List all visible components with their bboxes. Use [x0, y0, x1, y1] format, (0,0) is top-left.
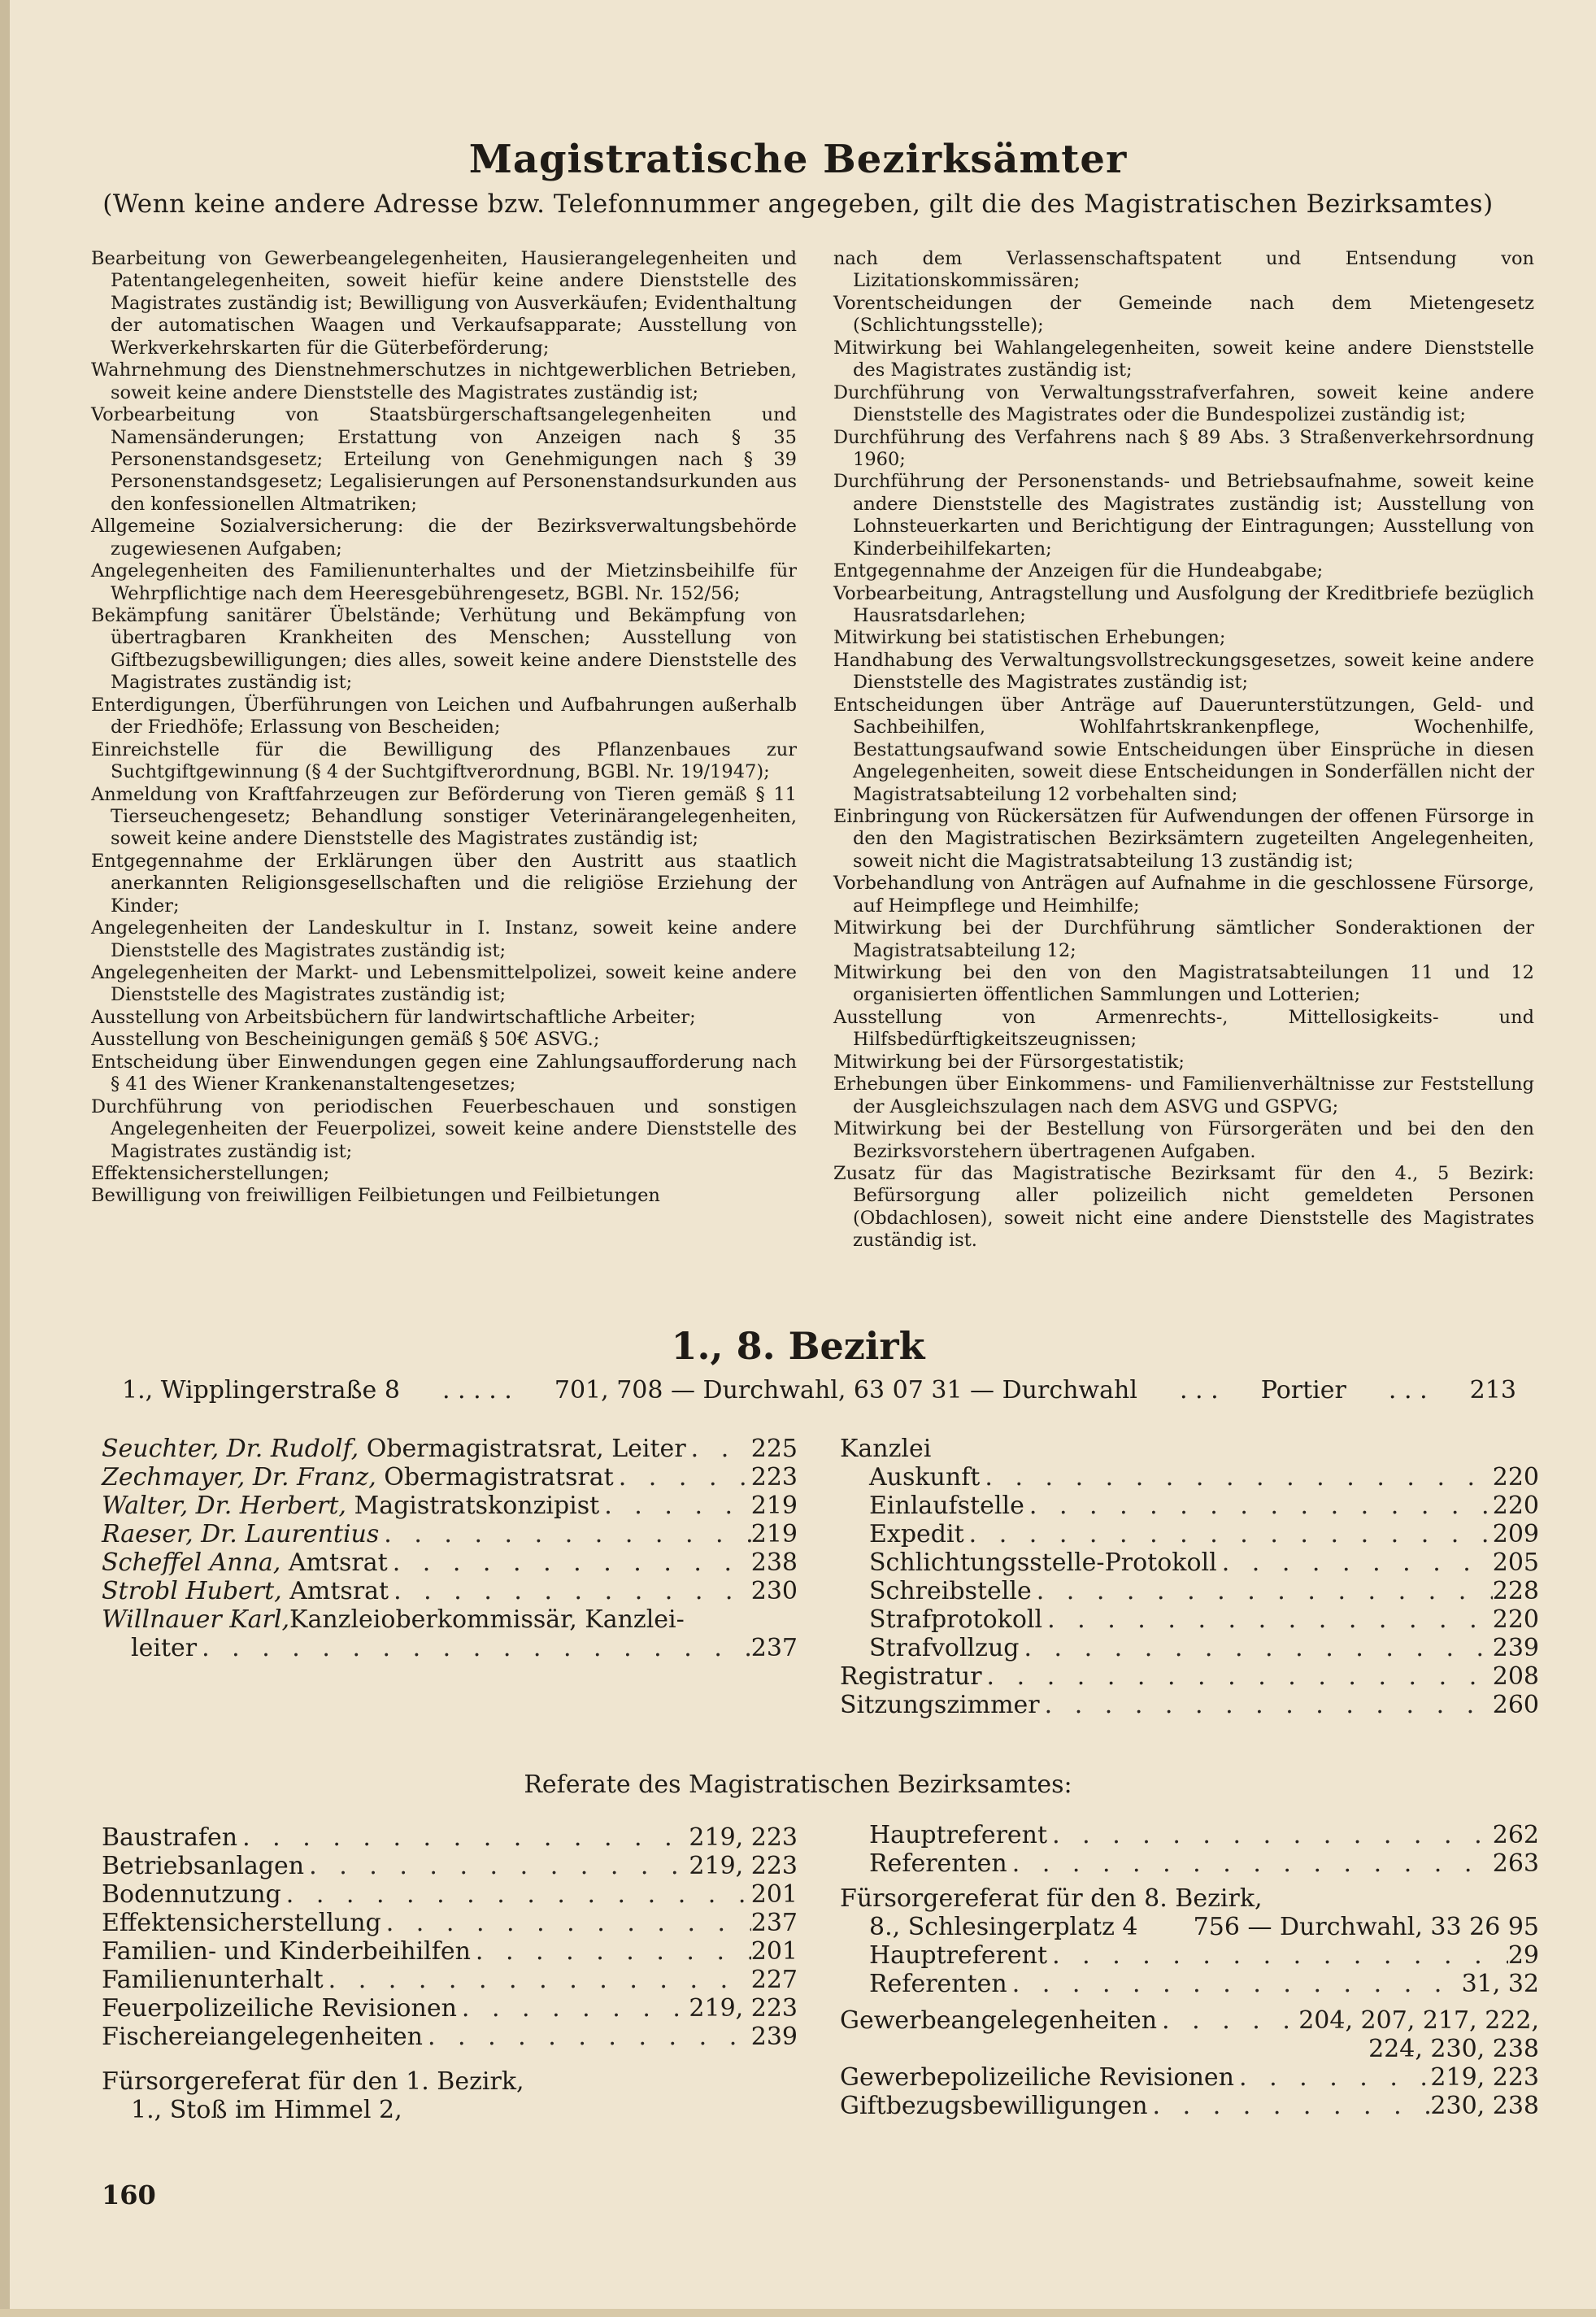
staff-entry [102, 1577, 389, 1605]
staff-name: Scheffel Anna, [102, 1548, 281, 1577]
leader-dots [1047, 1941, 1508, 1970]
staff-name: Raeser, Dr. Laurentius [102, 1520, 380, 1548]
referate-left-items [102, 1823, 798, 2051]
fuersorge-8-item-extension: 29 [1507, 1941, 1539, 1970]
referat-extension: 230, 238 [1430, 2092, 1539, 2120]
staff-name: Strobl Hubert, [102, 1577, 282, 1605]
leader-dots [614, 1463, 751, 1492]
leader-dots [1032, 1577, 1493, 1605]
duty-entry: Angelegenheiten der Markt- und Lebensmittelpolizei, soweit keine andere Dienststelle des Magistrates zuständig ist; [91, 962, 797, 1006]
leader-dots [686, 1435, 751, 1463]
kanzlei-after-items [840, 1662, 1539, 1719]
fuersorge-8-label: Fürsorgereferat für den 8. Bezirk, [840, 1884, 1263, 1913]
fuersorge-1-item-row [840, 1821, 1539, 1849]
kanzlei-label: Kanzlei [840, 1435, 932, 1463]
staff-extension: 223 [750, 1463, 798, 1492]
staff-name: Zechmayer, Dr. Franz, [102, 1463, 376, 1492]
gewerbe-ext-2: 224, 230, 238 [1368, 2035, 1539, 2063]
duty-entry: Mitwirkung bei der Bestellung von Fürsorgeräten und bei den den Bezirksvorstehern übertragenen Aufgaben. [833, 1118, 1534, 1162]
duty-entry: Entgegennahme der Anzeigen für die Hundeabgabe; [833, 560, 1324, 582]
kanzlei-item-label: Expedit [869, 1520, 964, 1548]
portier-extension: 213 [1469, 1376, 1516, 1405]
staff-row [102, 1492, 798, 1520]
leader-dots [389, 1577, 751, 1605]
duty-entry: Allgemeine Sozialversicherung: die der Bezirksverwaltungsbehörde zugewiesenen Aufgaben; [91, 516, 797, 560]
staff-role: Obermagistratsrat, Leiter [359, 1435, 686, 1463]
fuersorge-1-item-label: Referenten [869, 1849, 1007, 1878]
duty-entry: Einbringung von Rückersätzen für Aufwendungen der offenen Fürsorge in den den Magistratischen Bezirksämtern zugeteilten Angelegenheiten, soweit nicht die Magistratsabteilung 13 zuständig ist; [833, 805, 1534, 872]
duty-entry: Mitwirkung bei Wahlangelegenheiten, soweit keine andere Dienststelle des Magistrates zuständig ist; [833, 337, 1534, 381]
gewerbe-label: Gewerbeangelegenheiten [840, 2006, 1158, 2035]
fuersorge-1-item-extension: 262 [1492, 1821, 1539, 1849]
kanzlei-item-row [840, 1463, 1539, 1492]
duty-entry: nach dem Verlassenschaftspatent und Entsendung von Lizitationskommissären; [833, 248, 1534, 292]
kanzlei-item-label: Strafprotokoll [869, 1605, 1043, 1634]
portier-label: Portier [1260, 1376, 1346, 1405]
referat-row [102, 1880, 798, 1909]
kanzlei-item-row [840, 1634, 1539, 1662]
referat-label: Familien- und Kinderbeihilfen [102, 1937, 471, 1966]
referat-row [102, 1823, 798, 1852]
leader-dots [457, 1994, 689, 2023]
gewerbe-row-cont [840, 2035, 1539, 2063]
page-edge [0, 0, 10, 2317]
duty-entry: Anmeldung von Kraftfahrzeugen zur Beförderung von Tieren gemäß § 11 Tierseuchengesetz; Behandlung sonstiger Veterinärangelegenheiten, soweit keine andere Dienststelle des Magistrates zuständig ist; [91, 783, 797, 850]
leader-dots [980, 1463, 1492, 1492]
spacer [102, 2051, 798, 2067]
duty-entry: Durchführung der Personenstands- und Betriebsaufnahme, soweit keine andere Dienststelle des Magistrates zuständig ist; Ausstellung von Lohnsteuerkarten und Berichtigung der Eintragungen; Ausstellung von Kinderbeihilfekarten; [833, 471, 1534, 560]
fuersorge-8-item-extension: 31, 32 [1461, 1970, 1539, 1998]
duty-entry: Mitwirkung bei der Fürsorgestatistik; [833, 1051, 1185, 1073]
kanzlei-extra-label: Registratur [840, 1662, 982, 1691]
leader-dots [281, 1880, 751, 1909]
staff-entry [102, 1463, 614, 1492]
referat-extension: 201 [750, 1880, 798, 1909]
staff-entry [102, 1548, 388, 1577]
leader-dots: . . . . . [441, 1376, 512, 1405]
staff-entry [102, 1492, 599, 1520]
kanzlei-item-label: Auskunft [869, 1463, 981, 1492]
staff-row-cont [102, 1634, 798, 1662]
duty-entry: Bearbeitung von Gewerbeangelegenheiten, Hausierangelegenheiten und Patentangelegenheiten, soweit hiefür keine andere Dienststelle des Magistrates zuständig ist; Bewilligung von Ausverkäufen; Evidenthaltung der automatischen Waagen und Verkaufsapparate; Ausstellung von Werkverkehrskarten für die Güterbeförderung; [91, 248, 797, 359]
referat-row [102, 1937, 798, 1966]
kanzlei-item-row [840, 1548, 1539, 1577]
leader-dots: . . . [1388, 1376, 1428, 1405]
leader-dots [388, 1548, 751, 1577]
duty-entry: Mitwirkung bei statistischen Erhebungen; [833, 627, 1226, 649]
kanzlei-item-row [840, 1520, 1539, 1548]
duty-entry: Ausstellung von Armenrechts-, Mittellosigkeits- und Hilfsbedürftigkeitszeugnissen; [833, 1006, 1534, 1051]
fuersorge-8-address-text: 8., Schlesingerplatz 4 [869, 1913, 1138, 1941]
referat-extension: 219, 223 [1430, 2063, 1539, 2092]
duty-entry: Effektensicherstellungen; [91, 1162, 330, 1184]
leader-dots [1148, 2092, 1431, 2120]
leader-dots [1042, 1605, 1493, 1634]
referat-row [102, 1909, 798, 1937]
referat-row [840, 2063, 1539, 2092]
duty-entry: Vorbearbeitung von Staatsbürgerschaftsangelegenheiten und Namensänderungen; Erstattung von Anzeigen nach § 35 Personenstandsgesetz; Erteilung von Genehmigungen nach § 39 Personenstandsgesetz; Legalisierungen auf Personenstandsurkunden aus den konfessionellen Altmatriken; [91, 404, 797, 515]
page-number: 160 [102, 2180, 156, 2210]
leader-dots [1024, 1492, 1493, 1520]
leader-dots [1007, 1970, 1462, 1998]
spacer [840, 1878, 1539, 1884]
gewerbe-row [840, 2006, 1539, 2035]
kanzlei-heading-row [840, 1435, 1539, 1463]
staff-extension: 238 [750, 1548, 798, 1577]
leader-dots [1157, 2006, 1298, 2035]
duty-entry: Vorbehandlung von Anträgen auf Aufnahme in die geschlossene Fürsorge, auf Heimpflege und Heimhilfe; [833, 873, 1534, 917]
staff-extension: 230 [750, 1577, 798, 1605]
fuersorge-8-item-row [840, 1941, 1539, 1970]
fuersorge-1-heading [102, 2067, 798, 2096]
kanzlei-item-label: Schreibstelle [869, 1577, 1032, 1605]
fuersorge-1-address-text: 1., Stoß im Himmel 2, [131, 2096, 402, 2124]
referat-label: Effektensicherstellung [102, 1909, 381, 1937]
leader-dots [1007, 1849, 1493, 1878]
duty-entry: Mitwirkung bei der Durchführung sämtlicher Sonderaktionen der Magistratsabteilung 12; [833, 917, 1534, 961]
referat-label: Gewerbepolizeiliche Revisionen [840, 2063, 1234, 2092]
duty-entry: Bekämpfung sanitärer Übelstände; Verhütung und Bekämpfung von übertragbaren Krankheiten des Menschen; Ausstellung von Giftbezugsbewilligungen; dies alles, soweit keine andere Dienststelle des Magistrates zuständig ist; [91, 605, 797, 694]
referate-right-bottom [840, 2063, 1539, 2120]
staff-extension: 219 [750, 1492, 798, 1520]
duty-entry: Einreichstelle für die Bewilligung des Pflanzenbaues zur Suchtgiftgewinnung (§ 4 der Suchtgiftverordnung, BGBl. Nr. 19/1947); [91, 738, 797, 783]
staff-row [102, 1548, 798, 1577]
duty-entry: Vorentscheidungen der Gemeinde nach dem Mietengesetz (Schlichtungsstelle); [833, 292, 1534, 337]
referat-row [102, 1852, 798, 1880]
leader-dots [381, 1909, 751, 1937]
leader-dots [197, 1634, 751, 1662]
duty-entry: Ausstellung von Arbeitsbüchern für landwirtschaftliche Arbeiter; [91, 1006, 696, 1028]
staff-role: Obermagistratsrat [376, 1463, 614, 1492]
kanzlei-item-label: Schlichtungsstelle-Protokoll [869, 1548, 1217, 1577]
referat-row [840, 2092, 1539, 2120]
district-address-line [122, 1376, 1516, 1405]
referat-extension: 227 [750, 1966, 798, 1994]
duty-entry: Entscheidung über Einwendungen gegen eine Zahlungsaufforderung nach § 41 des Wiener Krankenanstaltengesetzes; [91, 1051, 797, 1095]
referat-label: Giftbezugsbewilligungen [840, 2092, 1148, 2120]
page-subtitle: (Wenn keine andere Adresse bzw. Telefonnummer angegeben, gilt die des Magistratischen Bezirksamtes) [102, 189, 1494, 219]
fuersorge-8-item-label: Hauptreferent [869, 1941, 1048, 1970]
referat-label: Betriebsanlagen [102, 1852, 305, 1880]
referat-extension: 239 [750, 2023, 798, 2051]
staff-row [102, 1463, 798, 1492]
kanzlei-extra-extension: 208 [1492, 1662, 1539, 1691]
kanzlei-item-extension: 220 [1492, 1492, 1539, 1520]
leader-dots [599, 1492, 751, 1520]
leader-dots [1019, 1634, 1492, 1662]
fuersorge-1-item-row [840, 1849, 1539, 1878]
staff-row [102, 1605, 798, 1634]
leader-dots [1040, 1691, 1493, 1719]
kanzlei-extra-extension: 260 [1492, 1691, 1539, 1719]
staff-entry [102, 1520, 379, 1548]
gewerbe-ext-1: 204, 207, 217, 222, [1298, 2006, 1539, 2035]
kanzlei-item-row [840, 1577, 1539, 1605]
kanzlei-item-row [840, 1605, 1539, 1634]
leader-dots [964, 1520, 1493, 1548]
duty-entry: Durchführung des Verfahrens nach § 89 Abs. 3 Straßenverkehrsordnung 1960; [833, 426, 1534, 470]
staff-role-cont: leiter [131, 1634, 198, 1662]
staff-role: Kanzleioberkommissär, Kanzlei- [289, 1605, 685, 1634]
duty-entry: Wahrnehmung des Dienstnehmerschutzes in nichtgewerblichen Betrieben, soweit keine andere Dienststelle des Magistrates zuständig ist; [91, 359, 797, 403]
duties-column-right [833, 248, 1534, 1252]
leader-dots: . . . [1179, 1376, 1219, 1405]
kanzlei-item-extension: 228 [1492, 1577, 1539, 1605]
duty-entry: Mitwirkung bei den von den Magistratsabteilungen 11 und 12 organisierten öffentlichen Sammlungen und Lotterien; [833, 962, 1534, 1006]
fuersorge-1-address [102, 2096, 798, 2124]
kanzlei-item-label: Strafvollzug [869, 1634, 1020, 1662]
district-heading: 1., 8. Bezirk [671, 1324, 925, 1368]
district-address: 1., Wipplingerstraße 8 [122, 1376, 400, 1405]
kanzlei-extra-row [840, 1691, 1539, 1719]
duty-entry: Bewilligung von freiwilligen Feilbietungen und Feilbietungen [91, 1185, 660, 1207]
leader-dots [423, 2023, 751, 2051]
duty-entry: Erhebungen über Einkommens- und Familienverhältnisse zur Feststellung der Ausgleichszulagen nach dem ASVG und GSPVG; [833, 1074, 1534, 1117]
staff-extension: 225 [750, 1435, 798, 1463]
spacer [840, 1998, 1539, 2006]
leader-dots [982, 1662, 1493, 1691]
leader-dots [379, 1520, 750, 1548]
referat-extension: 219, 223 [689, 1823, 798, 1852]
referate-left [102, 1823, 798, 2124]
kanzlei-list [840, 1435, 1539, 1719]
leader-dots [471, 1937, 751, 1966]
leader-dots [1047, 1821, 1493, 1849]
duties-column-left [91, 248, 797, 1208]
staff-role: Amtsrat [281, 1577, 389, 1605]
referat-row [102, 1966, 798, 1994]
staff-extension: 219 [750, 1520, 798, 1548]
leader-dots [324, 1966, 751, 1994]
page-title: Magistratische Bezirksämter [468, 137, 1128, 182]
referat-row [102, 1994, 798, 2023]
staff-name: Willnauer Karl, [102, 1605, 290, 1634]
fuersorge-8-item-label: Referenten [869, 1970, 1007, 1998]
fuersorge-1-item-extension: 263 [1492, 1849, 1539, 1878]
referat-extension: 219, 223 [689, 1852, 798, 1880]
referate-right [840, 1821, 1539, 2120]
duty-entry: Durchführung von Verwaltungsstrafverfahren, soweit keine andere Dienststelle des Magistrates oder die Bundespolizei zuständig ist; [833, 381, 1534, 426]
staff-name: Seuchter, Dr. Rudolf, [102, 1435, 359, 1463]
fuersorge-1-item-label: Hauptreferent [869, 1821, 1048, 1849]
staff-row [102, 1435, 798, 1463]
referat-label: Fischereiangelegenheiten [102, 2023, 423, 2051]
kanzlei-item-extension: 205 [1492, 1548, 1539, 1577]
kanzlei-item-extension: 239 [1492, 1634, 1539, 1662]
duty-entry: Handhabung des Verwaltungsvollstreckungsgesetzes, soweit keine andere Dienststelle des Magistrates zuständig ist; [833, 649, 1534, 694]
duty-entry: Durchführung von periodischen Feuerbeschauen und sonstigen Angelegenheiten der Feuerpolizei, soweit keine andere Dienststelle des Magistrates zuständig ist; [91, 1095, 797, 1162]
page-edge [0, 2309, 1596, 2317]
leader-dots [304, 1852, 689, 1880]
leader-dots [1234, 2063, 1430, 2092]
kanzlei-item-row [840, 1492, 1539, 1520]
referate-right-top [840, 1821, 1539, 1878]
duty-entry: Entgegennahme der Erklärungen über den Austritt aus staatlich anerkannten Religionsgesellschaften und die religiöse Erziehung der Kinder; [91, 850, 797, 917]
duty-entry: Entscheidungen über Anträge auf Dauerunterstützungen, Geld- und Sachbeihilfen, Wohlfahrtskrankenpflege, Wochenhilfe, Bestattungsaufwand sowie Entscheidungen über Einsprüche in diesen Angelegenheiten, soweit diese Entscheidungen in Sonderfällen nicht der Magistratsabteilung 12 vorbehalten sind; [833, 694, 1534, 805]
kanzlei-item-extension: 220 [1492, 1605, 1539, 1634]
kanzlei-extra-row [840, 1662, 1539, 1691]
kanzlei-items [840, 1463, 1539, 1662]
kanzlei-item-extension: 220 [1492, 1463, 1539, 1492]
staff-row [102, 1577, 798, 1605]
referat-label: Feuerpolizeiliche Revisionen [102, 1994, 457, 2023]
staff-name: Walter, Dr. Herbert, [102, 1492, 346, 1520]
staff-role: Amtsrat [280, 1548, 388, 1577]
fuersorge-8-items [840, 1941, 1539, 1998]
leader-dots [237, 1823, 689, 1852]
duty-entry: Angelegenheiten des Familienunterhaltes und der Mietzinsbeihilfe für Wehrpflichtige nach dem Heeresgebührengesetz, BGBl. Nr. 152/56; [91, 560, 797, 604]
leader-dots [1217, 1548, 1493, 1577]
kanzlei-item-extension: 209 [1492, 1520, 1539, 1548]
referat-extension: 201 [750, 1937, 798, 1966]
referat-row [102, 2023, 798, 2051]
kanzlei-item-label: Einlaufstelle [869, 1492, 1024, 1520]
duty-entry: Angelegenheiten der Landeskultur in I. Instanz, soweit keine andere Dienststelle des Magistrates zuständig ist; [91, 917, 797, 961]
staff-entry [102, 1435, 686, 1463]
duty-entry: Vorbearbeitung, Antragstellung und Ausfolgung der Kreditbriefe bezüglich Hausratsdarlehen; [833, 582, 1534, 626]
staff-row [102, 1520, 798, 1548]
fuersorge-8-address [840, 1913, 1539, 1941]
referat-label: Baustrafen [102, 1823, 238, 1852]
fuersorge-1-label: Fürsorgereferat für den 1. Bezirk, [102, 2067, 524, 2096]
duty-entry: Ausstellung von Bescheinigungen gemäß § 50€ ASVG.; [91, 1029, 600, 1051]
fuersorge-8-item-row [840, 1970, 1539, 1998]
referat-extension: 219, 223 [689, 1994, 798, 2023]
duty-entry: Enterdigungen, Überführungen von Leichen und Aufbahrungen außerhalb der Friedhöfe; Erlassung von Bescheiden; [91, 694, 797, 738]
staff-list [102, 1435, 798, 1662]
referat-extension: 237 [750, 1909, 798, 1937]
district-phones: 701, 708 — Durchwahl, 63 07 31 — Durchwahl [554, 1376, 1137, 1405]
referate-heading: Referate des Magistratischen Bezirksamtes: [524, 1770, 1072, 1799]
fuersorge-8-heading [840, 1884, 1539, 1913]
staff-role: Magistratskonzipist [346, 1492, 600, 1520]
fuersorge-8-phone: 756 — Durchwahl, 33 26 95 [1193, 1913, 1539, 1941]
referat-label: Familienunterhalt [102, 1966, 324, 1994]
staff-extension: 237 [750, 1634, 798, 1662]
referat-label: Bodennutzung [102, 1880, 281, 1909]
kanzlei-extra-label: Sitzungszimmer [840, 1691, 1040, 1719]
duty-entry: Zusatz für das Magistratische Bezirksamt für den 4., 5 Bezirk: Befürsorgung aller polizeilich nicht gemeldeten Personen (Obdachlosen), soweit nicht eine andere Dienststelle des Magistrates zuständig ist. [833, 1162, 1534, 1252]
